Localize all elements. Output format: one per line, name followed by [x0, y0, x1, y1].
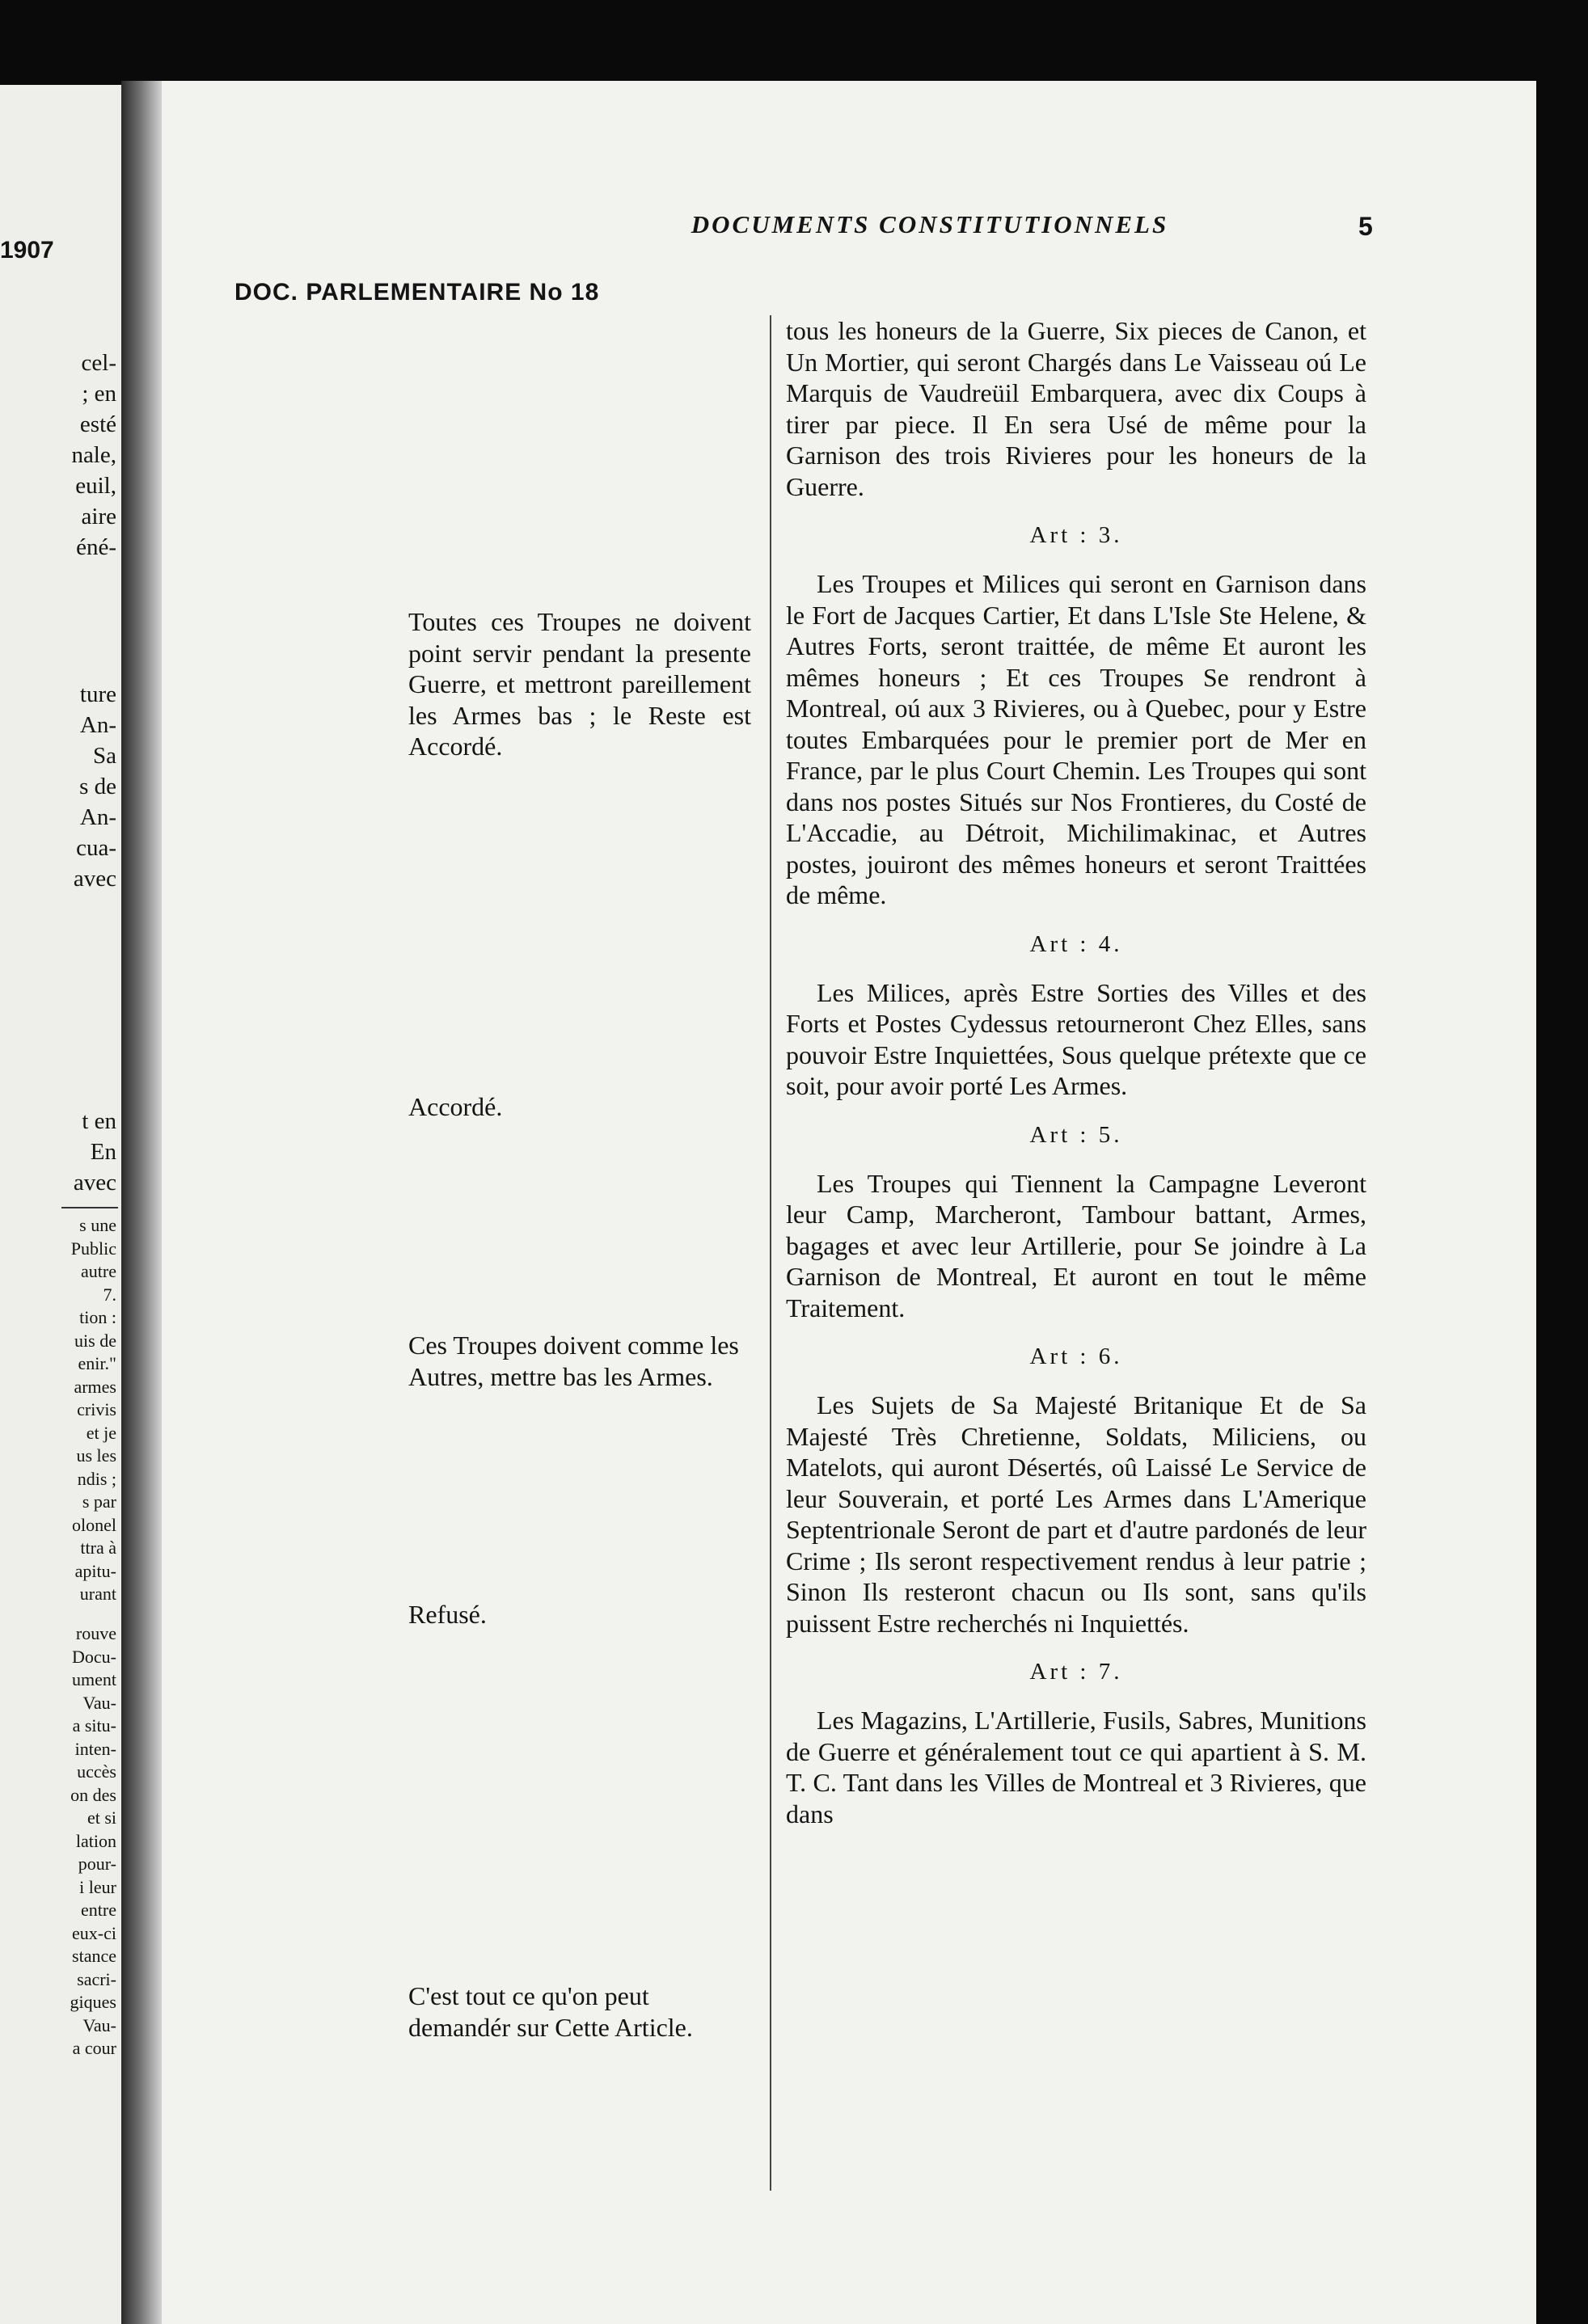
response-art-6: Refusé. — [408, 1600, 487, 1629]
document-page — [162, 81, 1536, 2324]
left-page-line: crivis — [77, 1399, 116, 1419]
left-page-line: ; en — [82, 381, 116, 407]
article-continuation: tous les honeurs de la Guerre, Six pieces de Canon, et Un Mortier, qui seront Chargés dans Le Vaisseau oú Le Marquis de Vaudreüil Embarquera, avec dix Coups à tirer par piece. Il En sera Usé de même pour la Garnison des trois Rivieres pour les honeurs de la Guerre. — [786, 316, 1366, 501]
page-number: 5 — [1358, 212, 1373, 241]
left-page-line: armes — [74, 1376, 116, 1397]
left-page-line: uccès — [77, 1761, 116, 1782]
article-text: Les Troupes et Milices qui seront en Garnison dans le Fort de Jacques Cartier, Et dans L'Isle Ste Helene, & Autres Forts, seront traittée, de même Et auront les mêmes honeurs ; Et ces Troupes Se rendront à Montreal, oú aux 3 Rivieres, ou à Quebec, pour y Estre toutes Embarquées pour le premier port de Mer en France, par le plus Court Chemin. Les Troupes qui sont dans nos postes Situés sur Nos Frontieres, du Costé de L'Accadie, au Détroit, Michilimakinac, et Autres postes, jouiront des mêmes honeurs et seront Traittées de même. — [786, 569, 1366, 909]
left-page-line: rouve — [75, 1623, 116, 1643]
left-page-line: inten- — [74, 1738, 116, 1759]
left-page-line: apitu- — [74, 1560, 116, 1581]
article-text: Les Sujets de Sa Majesté Britanique Et de Sa Majesté Très Chretienne, Soldats, Miliciens, ou Matelots, qui auront Désertés, oû Laissé Le Service de leur Souverain, et porté Les Armes dans L'Amerique Septentrionale Seront de part et d'autre pardonés de leur Crime ; Ils seront respectivement rendus à leur patrie ; Sinon Ils resteront chacun ou Ils sont, sans qu'ils puissent Estre recherchés ni Inquiettés. — [786, 1390, 1366, 1638]
article-text: Les Magazins, L'Artillerie, Fusils, Sabres, Munitions de Guerre et généralement tout ce qui apartient à S. M. T. C. Tant dans les Villes de Montreal et 3 Rivieres, que dans — [786, 1706, 1366, 1828]
page-title: DOCUMENTS CONSTITUTIONNELS — [691, 210, 1169, 238]
left-page-line: enir." — [78, 1353, 116, 1373]
left-page-line: cua- — [76, 835, 116, 861]
left-page-line: et si — [87, 1807, 116, 1828]
left-page-divider — [61, 1207, 118, 1208]
left-page-line: ndis ; — [77, 1468, 116, 1489]
left-page-line: us les — [76, 1445, 116, 1466]
column-divider — [770, 315, 771, 2191]
left-page-line: Vau- — [82, 1692, 116, 1713]
left-page-line: An- — [79, 804, 116, 830]
left-page-line: giques — [70, 1992, 116, 2012]
left-page-line: s par — [82, 1491, 116, 1512]
left-page-line: sacri- — [77, 1968, 116, 1989]
left-page-line: s de — [79, 774, 116, 799]
left-page-line: olonel — [72, 1514, 116, 1535]
left-page-line: Vau- — [82, 2014, 116, 2035]
left-page-line: a situ- — [72, 1715, 116, 1736]
left-page-line: stance — [72, 1946, 116, 1966]
left-page-line: ttra à — [80, 1537, 116, 1558]
left-page-line: s une — [79, 1215, 116, 1235]
left-page-line: urant — [79, 1584, 116, 1604]
article-text: Les Milices, après Estre Sorties des Villes et des Forts et Postes Cydessus retourneront Chez Elles, sans pouvoir Estre Inquiettées, Sous quelque prétexte que ce soit, pour avoir porté Les Armes. — [786, 977, 1366, 1100]
left-page-line: on des — [70, 1784, 116, 1805]
left-page-line: nale, — [71, 442, 116, 468]
response-art-5: Ces Troupes doivent comme les Autres, mettre bas les Armes. — [408, 1331, 739, 1391]
article-heading: Art : 6. — [1029, 1343, 1123, 1369]
left-page-line: a cour — [72, 2038, 116, 2058]
response-art-7: C'est tout ce qu'on peut demandér sur Cette Article. — [408, 1981, 693, 2042]
left-page-line: i leur — [79, 1876, 116, 1897]
previous-page-fragment — [0, 85, 121, 2324]
left-page-line: autre — [81, 1261, 116, 1281]
left-page-line: eux-ci — [72, 1922, 116, 1943]
response-art-4: Accordé. — [408, 1092, 503, 1121]
left-page-line: pour- — [78, 1854, 116, 1874]
response-art-3: Toutes ces Troupes ne doivent point servir pendant la presente Guerre, et mettront pareillement les Armes bas ; le Reste est Accordé. — [408, 607, 751, 761]
left-page-line: tion : — [79, 1307, 116, 1327]
left-page-line: Docu- — [72, 1646, 116, 1667]
left-page-year: 1907 — [0, 237, 54, 264]
left-page-line: t en — [82, 1108, 116, 1134]
left-page-line: 7. — [103, 1284, 116, 1305]
left-page-line: En — [90, 1139, 116, 1165]
left-page-line: An- — [79, 712, 116, 738]
left-page-line: éné- — [76, 534, 116, 560]
left-page-line: et je — [86, 1422, 116, 1443]
left-page-line: Sa — [93, 743, 116, 769]
left-page-line: esté — [79, 411, 116, 437]
left-page-line: Public — [70, 1238, 116, 1259]
left-page-line: avec — [73, 866, 116, 892]
left-page-line: entre — [81, 1900, 116, 1920]
article-heading: Art : 4. — [1029, 930, 1123, 957]
articles-column — [786, 315, 1366, 1829]
article-text: Les Troupes qui Tiennent la Campagne Leveront leur Camp, Marcheront, Tambour battant, Armes, bagages et avec leur Artillerie, pour Se joindre à La Garnison de Montreal, Et auront en tout le même Traitement. — [786, 1168, 1366, 1322]
left-page-line: lation — [75, 1830, 116, 1851]
left-page-line: aire — [81, 504, 116, 529]
left-page-line: avec — [73, 1170, 116, 1196]
article-heading: Art : 5. — [1029, 1121, 1123, 1148]
article-heading: Art : 7. — [1029, 1659, 1123, 1685]
left-page-line: uis de — [74, 1330, 116, 1351]
left-page-line: euil, — [75, 473, 116, 499]
left-page-line: ture — [79, 681, 116, 707]
left-page-line: ument — [72, 1669, 116, 1689]
article-heading: Art : 3. — [1029, 522, 1123, 548]
left-page-line: cel- — [81, 350, 116, 376]
document-label: DOC. PARLEMENTAIRE No 18 — [234, 279, 600, 306]
